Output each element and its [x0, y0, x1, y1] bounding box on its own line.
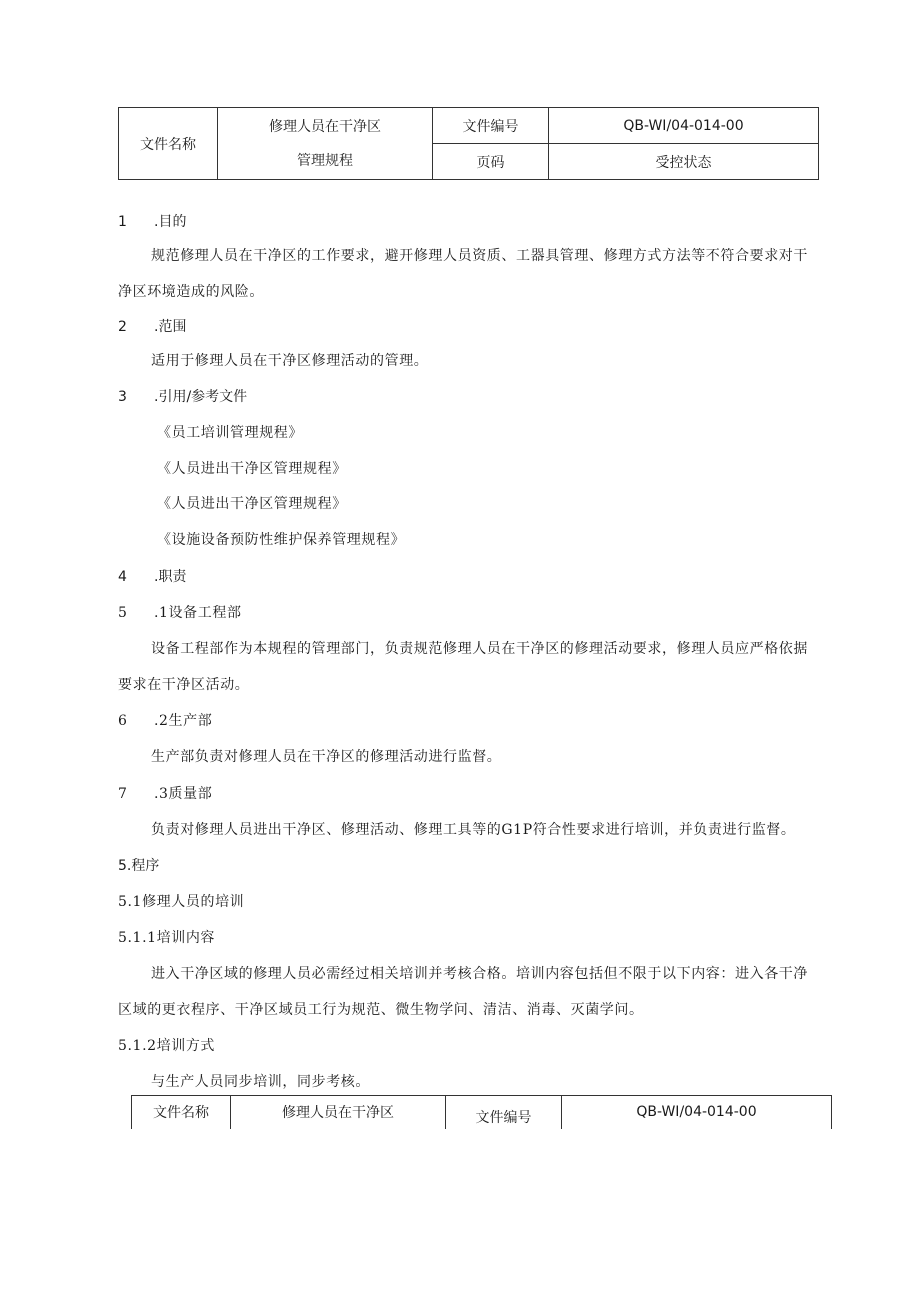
reference-item: 《设施设备预防性维护保养管理规程》 [157, 532, 406, 548]
section-1-body-line1: 规范修理人员在干净区的工作要求，避开修理人员资质、工器具管理、修理方式方法等不符合要求对干 [151, 248, 808, 264]
section-3-heading: 3 .引用/参考文件 [118, 389, 248, 405]
file-no-value: QB-WI/04-014-00 [562, 1096, 832, 1129]
page-label: 页码 [433, 144, 549, 180]
section-7-heading: 7 .3质量部 [118, 786, 213, 802]
document-header-table [118, 107, 819, 180]
section-2-body: 适用于修理人员在干净区修理活动的管理。 [151, 353, 429, 369]
section-1-heading: 1 .目的 [118, 214, 187, 230]
section-5-body-line1: 设备工程部作为本规程的管理部门，负责规范修理人员在干净区的修理活动要求，修理人员应严格依据 [151, 641, 808, 657]
section-1-body-line2: 净区环境造成的风险。 [118, 284, 264, 300]
file-name-label: 文件名称 [119, 108, 218, 180]
section-4-heading: 4 .职责 [118, 569, 187, 585]
section-7-body: 负责对修理人员进出干净区、修理活动、修理工具等的G1P符合性要求进行培训，并负责进行监督。 [151, 822, 796, 838]
file-name-value: 修理人员在干净区 [231, 1096, 446, 1129]
reference-item: 《人员进出干净区管理规程》 [157, 461, 347, 477]
procedure-5-1-1-body-line1: 进入干净区域的修理人员必需经过相关培训并考核合格。培训内容包括但不限于以下内容：进入各干净 [151, 966, 808, 982]
file-no-value: QB-WI/04-014-00 [549, 108, 819, 144]
reference-item: 《员工培训管理规程》 [157, 425, 303, 441]
procedure-5-1-2-body: 与生产人员同步培训，同步考核。 [151, 1074, 370, 1090]
status-label: 受控状态 [549, 144, 819, 180]
procedure-5-1-1-body-line2: 区域的更衣程序、干净区域员工行为规范、微生物学问、清洁、消毒、灭菌学问。 [118, 1002, 644, 1018]
file-no-label: 文件编号 [446, 1096, 562, 1129]
section-2-heading: 2 .范围 [118, 319, 187, 335]
file-no-label: 文件编号 [433, 108, 549, 144]
section-6-body: 生产部负责对修理人员在干净区的修理活动进行监督。 [151, 749, 502, 765]
procedure-5-1-1-heading: 5.1.1培训内容 [118, 930, 216, 946]
file-name-label: 文件名称 [132, 1096, 231, 1129]
reference-item: 《人员进出干净区管理规程》 [157, 496, 347, 512]
file-name-line2: 管理规程 [297, 152, 353, 169]
file-name-value [218, 108, 433, 180]
file-name-line1: 修理人员在干净区 [269, 118, 381, 135]
section-6-heading: 6 .2生产部 [118, 713, 213, 729]
section-5-body-line2: 要求在干净区活动。 [118, 677, 250, 693]
procedure-5-1-2-heading: 5.1.2培训方式 [118, 1038, 216, 1054]
procedure-5-1-heading: 5.1修理人员的培训 [118, 894, 245, 910]
procedure-heading: 5.程序 [118, 858, 160, 874]
section-5-heading: 5 .1设备工程部 [118, 605, 242, 621]
next-page-header-table [131, 1095, 832, 1129]
